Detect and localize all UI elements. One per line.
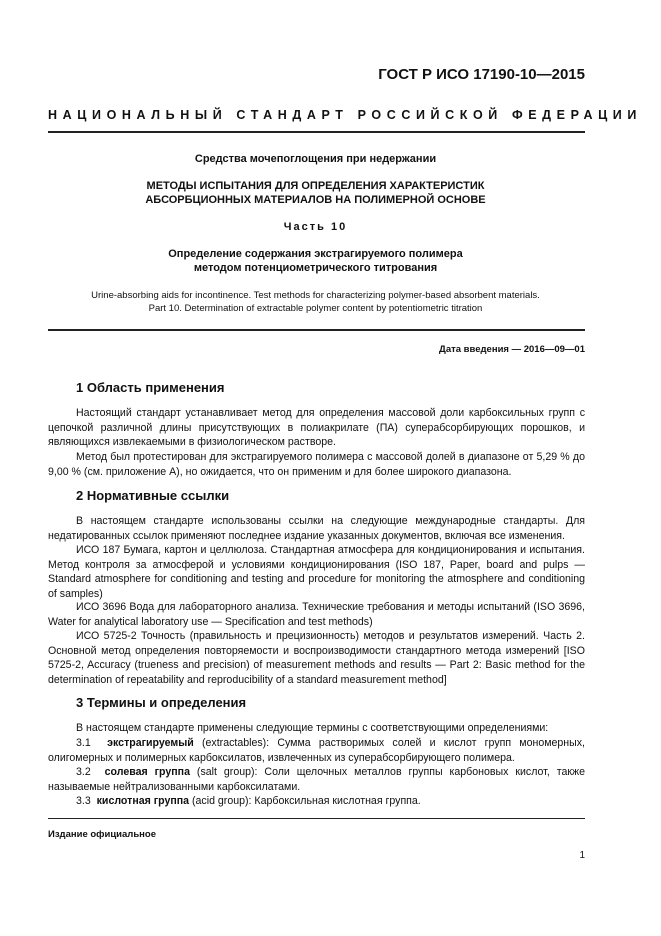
part-label: Часть 10 [283, 221, 348, 233]
page-number: 1 [579, 850, 585, 861]
part-title-line2: методом потенциометрического титрования [193, 262, 438, 274]
section1-heading: 1 Область применения [76, 380, 225, 395]
section2-iso3696: ИСО 3696 Вода для лабораторного анализа. Технические требования и методы испытаний (ISO 3696, Water for analytical laboratory use — Specification and test methods) [48, 601, 585, 628]
section2-paragraph1: В настоящем стандарте использованы ссылки на следующие международные стандарты. Для недатированных ссылок применяют последнее издание указанных документов, включая все изменения. [48, 515, 585, 542]
national-standard-banner: НАЦИОНАЛЬНЫЙ СТАНДАРТ РОССИЙСКОЙ ФЕДЕРАЦИИ [48, 108, 642, 122]
footer-rule [48, 818, 585, 819]
section2-heading: 2 Нормативные ссылки [76, 488, 230, 503]
section1-paragraph2: Метод был протестирован для экстрагируемого полимера с массовой долей в диапазоне от 5,29 % до 9,00 % (см. приложение А), но ожидается, что он применим и для более широкого диапазона. [48, 451, 585, 478]
term-salt-group: 3.2 солевая группа (salt group): Соли щелочных металлов группы карбоновых кислот, также называемые нейтрализованными карбоксилатами. [48, 766, 585, 793]
term-extractables: 3.1 экстрагируемый (extractables): Сумма растворимых солей и кислот групп мономерных, олигомерных и полимерных карбоксилатов, извлеченных из суперабсорбирующего полимера. [48, 737, 585, 764]
section3-intro: В настоящем стандарте применены следующие термины с соответствующими определениями: [76, 722, 549, 734]
term-acid-group: 3.3 кислотная группа (acid group): Карбоксильная кислотная группа. [76, 795, 421, 807]
header-rule [48, 131, 585, 133]
edition-label: Издание официальное [48, 829, 156, 840]
standard-code: ГОСТ Р ИСО 17190-10—2015 [378, 66, 585, 83]
section2-iso187: ИСО 187 Бумага, картон и целлюлоза. Стандартная атмосфера для кондиционирования и испытания. Метод контроля за атмосферой и условиями кондиционирования (ISO 187, Paper, board and pulps — Standard atmosphere for conditioning and testing and procedure for monitoring the atmosphere and conditioning of samples) [48, 544, 585, 600]
part-title-line1: Определение содержания экстрагируемого полимера [168, 248, 463, 260]
subject-title: Средства мочепоглощения при недержании [194, 153, 437, 165]
section3-heading: 3 Термины и определения [76, 695, 247, 710]
section2-iso5725: ИСО 5725-2 Точность (правильность и прецизионность) методов и результатов измерений. Часть 2. Основной метод определения повторяемости и воспроизводимости стандартного метода измерений [ISO 5725-2, Accuracy (trueness and precision) of measurement methods and results — Part 2: Basic method for the determination of repeatability and reproducibility of a standard measurement method] [48, 630, 585, 686]
title-rule [48, 329, 585, 331]
english-title-line2: Part 10. Determination of extractable polymer content by potentiometric titration [148, 303, 483, 314]
main-title-line2: АБСОРБЦИОННЫХ МАТЕРИАЛОВ НА ПОЛИМЕРНОЙ ОСНОВЕ [145, 194, 486, 206]
introduction-date: Дата введения — 2016—09—01 [439, 344, 585, 355]
section1-paragraph1: Настоящий стандарт устанавливает метод для определения массовой доли карбоксильных групп с цепочкой различной длины присутствующих в полиакрилате (ПА) суперабсорбирующих порошков, и являющихся извлекаемыми в физиологическом растворе. [48, 407, 585, 449]
english-title-line1: Urine-absorbing aids for incontinence. Test methods for characterizing polymer-based absorbent materials. [91, 290, 540, 301]
main-title-line1: МЕТОДЫ ИСПЫТАНИЯ ДЛЯ ОПРЕДЕЛЕНИЯ ХАРАКТЕРИСТИК [146, 180, 485, 192]
